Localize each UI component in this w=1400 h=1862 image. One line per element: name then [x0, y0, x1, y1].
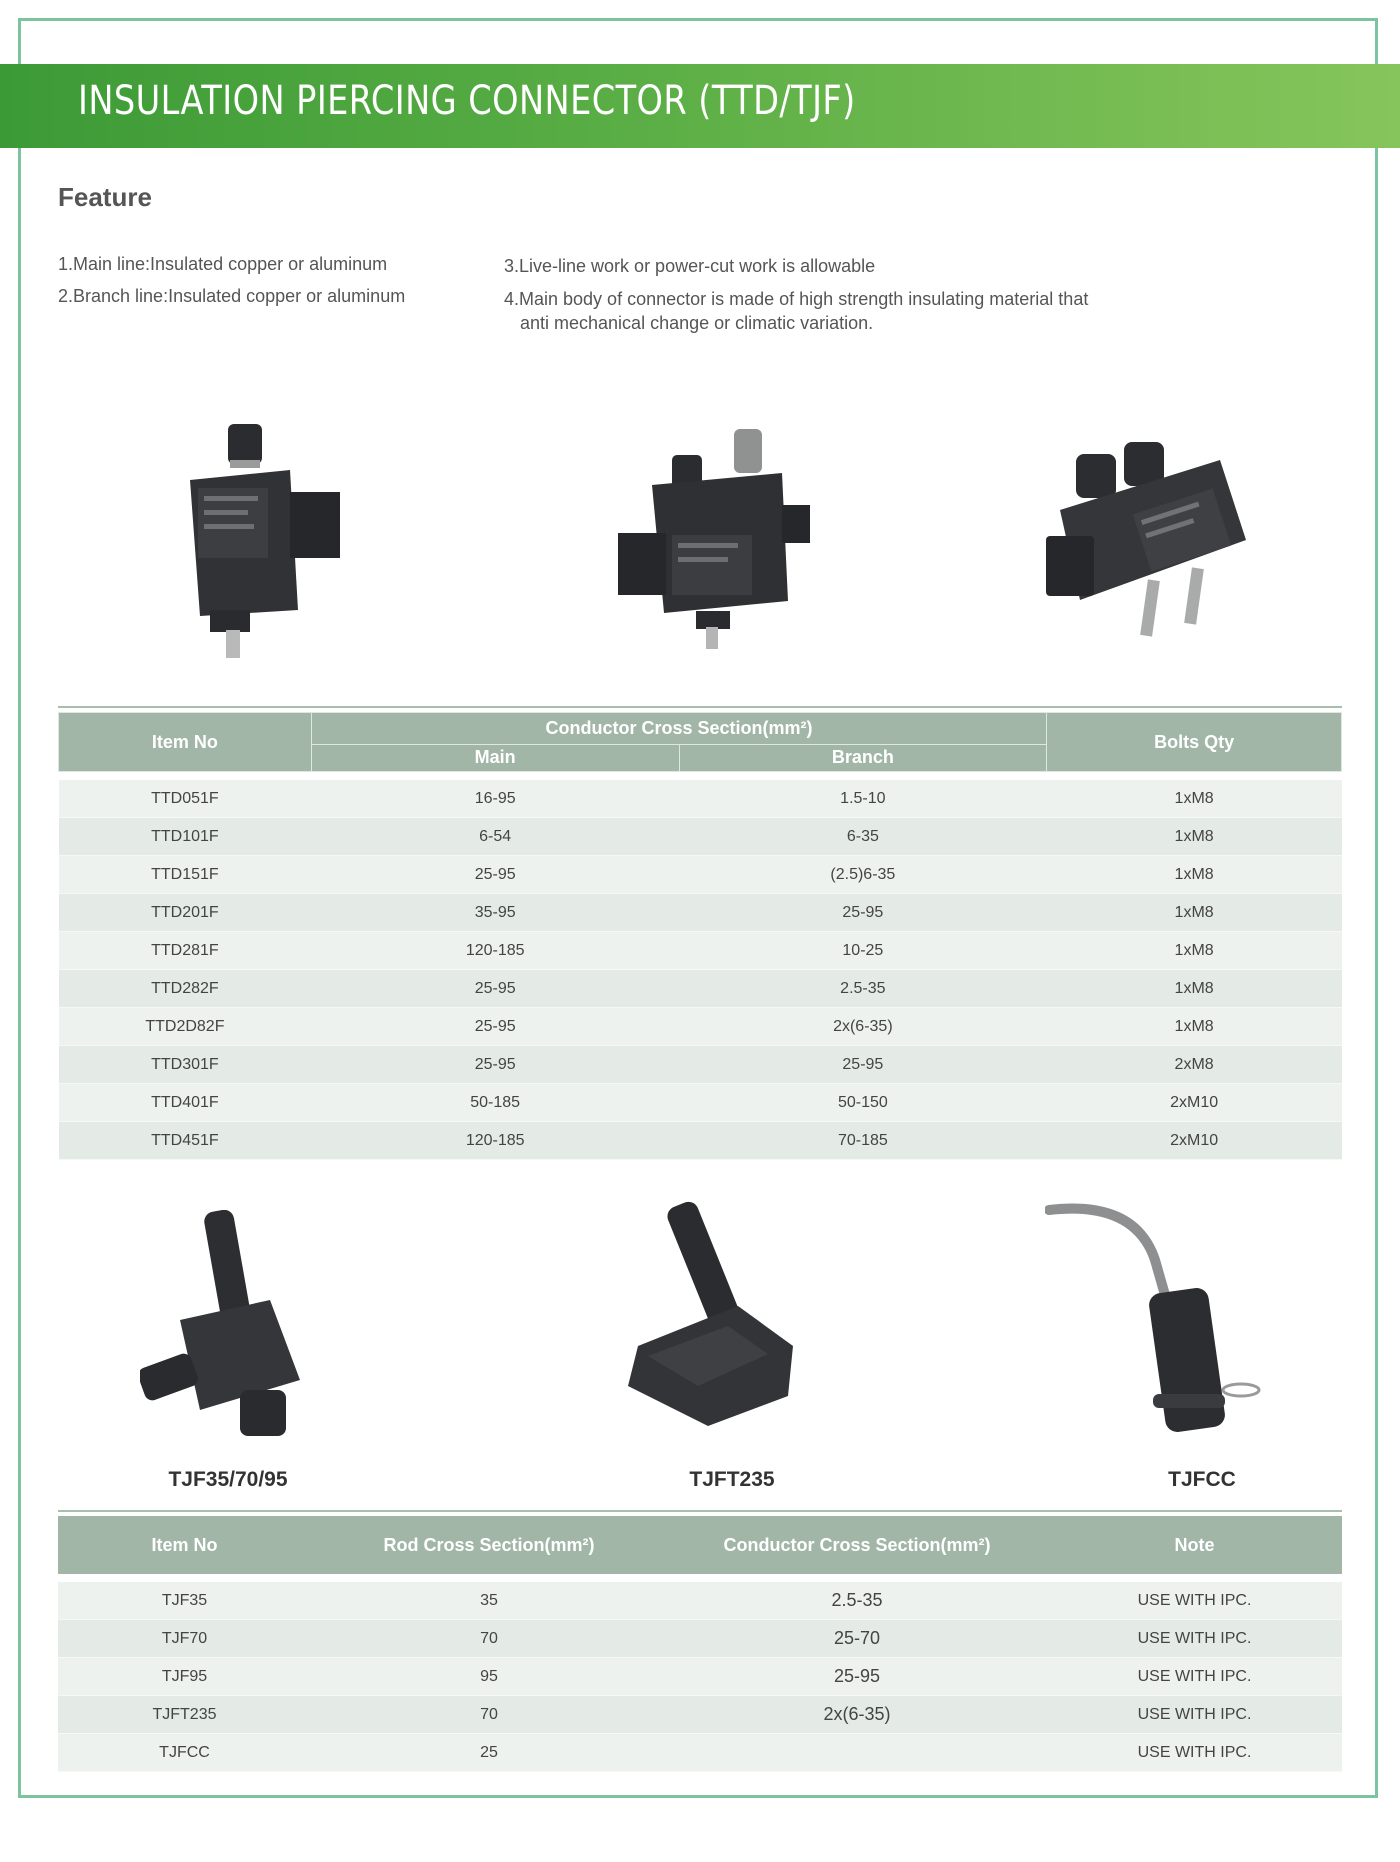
- cell-rod-cross-section: 70: [311, 1696, 667, 1734]
- cell-bolts-qty: 1xM8: [1047, 932, 1342, 970]
- cell-branch: (2.5)6-35: [679, 856, 1047, 894]
- cell-branch: 1.5-10: [679, 780, 1047, 818]
- cell-branch: 2.5-35: [679, 970, 1047, 1008]
- cell-branch: 70-185: [679, 1122, 1047, 1160]
- col-branch: Branch: [679, 744, 1047, 771]
- cell-bolts-qty: 1xM8: [1047, 780, 1342, 818]
- cell-conductor-cross-section: [667, 1734, 1047, 1772]
- cell-item-no: TTD101F: [59, 818, 312, 856]
- cell-bolts-qty: 1xM8: [1047, 1008, 1342, 1046]
- col-rod-cross-section: Rod Cross Section(mm²): [311, 1516, 667, 1574]
- cell-main: 25-95: [311, 1046, 679, 1084]
- cell-main: 25-95: [311, 856, 679, 894]
- page-title: INSULATION PIERCING CONNECTOR (TTD/TJF): [78, 78, 856, 124]
- cell-note: USE WITH IPC.: [1047, 1658, 1342, 1696]
- cell-item-no: TJF70: [58, 1620, 311, 1658]
- table-row: [59, 780, 1342, 818]
- caption-tjfcc: TJFCC: [1168, 1468, 1236, 1491]
- table-row: [58, 1582, 1342, 1620]
- cell-branch: 25-95: [679, 1046, 1047, 1084]
- connector-photo-double: [612, 425, 822, 655]
- caption-tjf: TJF35/70/95: [168, 1468, 288, 1491]
- cell-item-no: TTD451F: [59, 1122, 312, 1160]
- table-row: [59, 1122, 1342, 1160]
- cell-note: USE WITH IPC.: [1047, 1696, 1342, 1734]
- cell-item-no: TTD151F: [59, 856, 312, 894]
- cell-item-no: TTD2D82F: [59, 1008, 312, 1046]
- title-banner: [0, 64, 1400, 148]
- tjf-spec-table: [58, 1516, 1342, 1772]
- table-row: [59, 856, 1342, 894]
- tjf-photo: [140, 1210, 320, 1440]
- feature-item-4: 4.Main body of connector is made of high strength insulating material that: [504, 289, 1089, 309]
- cell-bolts-qty: 2xM10: [1047, 1122, 1342, 1160]
- table-row: [58, 1658, 1342, 1696]
- table-row: [59, 818, 1342, 856]
- cell-note: USE WITH IPC.: [1047, 1734, 1342, 1772]
- cell-main: 25-95: [311, 970, 679, 1008]
- cell-note: USE WITH IPC.: [1047, 1620, 1342, 1658]
- divider-bottom: [58, 1510, 1342, 1512]
- cell-bolts-qty: 1xM8: [1047, 856, 1342, 894]
- col-note: Note: [1047, 1516, 1342, 1574]
- cell-branch: 10-25: [679, 932, 1047, 970]
- cell-bolts-qty: 1xM8: [1047, 894, 1342, 932]
- cell-conductor-cross-section: 25-70: [667, 1620, 1047, 1658]
- col-item-no: Item No: [58, 1516, 311, 1574]
- table-row: [58, 1734, 1342, 1772]
- cell-item-no: TTD201F: [59, 894, 312, 932]
- cell-bolts-qty: 1xM8: [1047, 818, 1342, 856]
- table-row: [59, 932, 1342, 970]
- cell-item-no: TTD401F: [59, 1084, 312, 1122]
- feature-item-3: 3.Live-line work or power-cut work is allowable: [504, 256, 876, 276]
- cell-item-no: TJF95: [58, 1658, 311, 1696]
- divider-top: [58, 706, 1342, 708]
- feature-item-4-cont: anti mechanical change or climatic variation.: [520, 313, 874, 333]
- cell-conductor-cross-section: 2.5-35: [667, 1582, 1047, 1620]
- table-row: [59, 970, 1342, 1008]
- feature-item-2: 2.Branch line:Insulated copper or aluminum: [58, 286, 406, 306]
- cell-main: 25-95: [311, 1008, 679, 1046]
- cell-branch: 6-35: [679, 818, 1047, 856]
- table-row: [58, 1696, 1342, 1734]
- tjfcc-photo: [1045, 1200, 1265, 1440]
- cell-main: 120-185: [311, 1122, 679, 1160]
- cell-branch: 25-95: [679, 894, 1047, 932]
- caption-tjft: TJFT235: [689, 1468, 775, 1491]
- feature-item-1: 1.Main line:Insulated copper or aluminum: [58, 254, 388, 274]
- cell-conductor-cross-section: 25-95: [667, 1658, 1047, 1696]
- cell-conductor-cross-section: 2x(6-35): [667, 1696, 1047, 1734]
- connector-photo-single: [170, 410, 360, 660]
- cell-main: 35-95: [311, 894, 679, 932]
- ttd-spec-table: [58, 712, 1342, 1160]
- cell-item-no: TTD051F: [59, 780, 312, 818]
- table-row: [59, 1084, 1342, 1122]
- cell-item-no: TJFCC: [58, 1734, 311, 1772]
- cell-note: USE WITH IPC.: [1047, 1582, 1342, 1620]
- cell-bolts-qty: 1xM8: [1047, 970, 1342, 1008]
- connector-photo-dual-bolt: [1040, 430, 1250, 650]
- cell-item-no: TTD301F: [59, 1046, 312, 1084]
- table-row: [59, 1008, 1342, 1046]
- cell-rod-cross-section: 25: [311, 1734, 667, 1772]
- feature-heading: Feature: [58, 182, 152, 212]
- cell-item-no: TJF35: [58, 1582, 311, 1620]
- cell-branch: 50-150: [679, 1084, 1047, 1122]
- cell-rod-cross-section: 70: [311, 1620, 667, 1658]
- col-bolts-qty: Bolts Qty: [1047, 713, 1342, 772]
- cell-branch: 2x(6-35): [679, 1008, 1047, 1046]
- col-item-no: Item No: [59, 713, 312, 772]
- cell-main: 120-185: [311, 932, 679, 970]
- col-conductor-cross-section: Conductor Cross Section(mm²): [667, 1516, 1047, 1574]
- cell-bolts-qty: 2xM8: [1047, 1046, 1342, 1084]
- cell-main: 16-95: [311, 780, 679, 818]
- cell-item-no: TJFT235: [58, 1696, 311, 1734]
- col-conductor-cross-section: Conductor Cross Section(mm²): [311, 713, 1046, 745]
- cell-main: 50-185: [311, 1084, 679, 1122]
- cell-rod-cross-section: 35: [311, 1582, 667, 1620]
- col-main: Main: [311, 744, 679, 771]
- cell-item-no: TTD281F: [59, 932, 312, 970]
- table-row: [59, 894, 1342, 932]
- cell-main: 6-54: [311, 818, 679, 856]
- cell-item-no: TTD282F: [59, 970, 312, 1008]
- table-row: [59, 1046, 1342, 1084]
- tjft-photo: [618, 1196, 808, 1426]
- cell-rod-cross-section: 95: [311, 1658, 667, 1696]
- cell-bolts-qty: 2xM10: [1047, 1084, 1342, 1122]
- table-row: [58, 1620, 1342, 1658]
